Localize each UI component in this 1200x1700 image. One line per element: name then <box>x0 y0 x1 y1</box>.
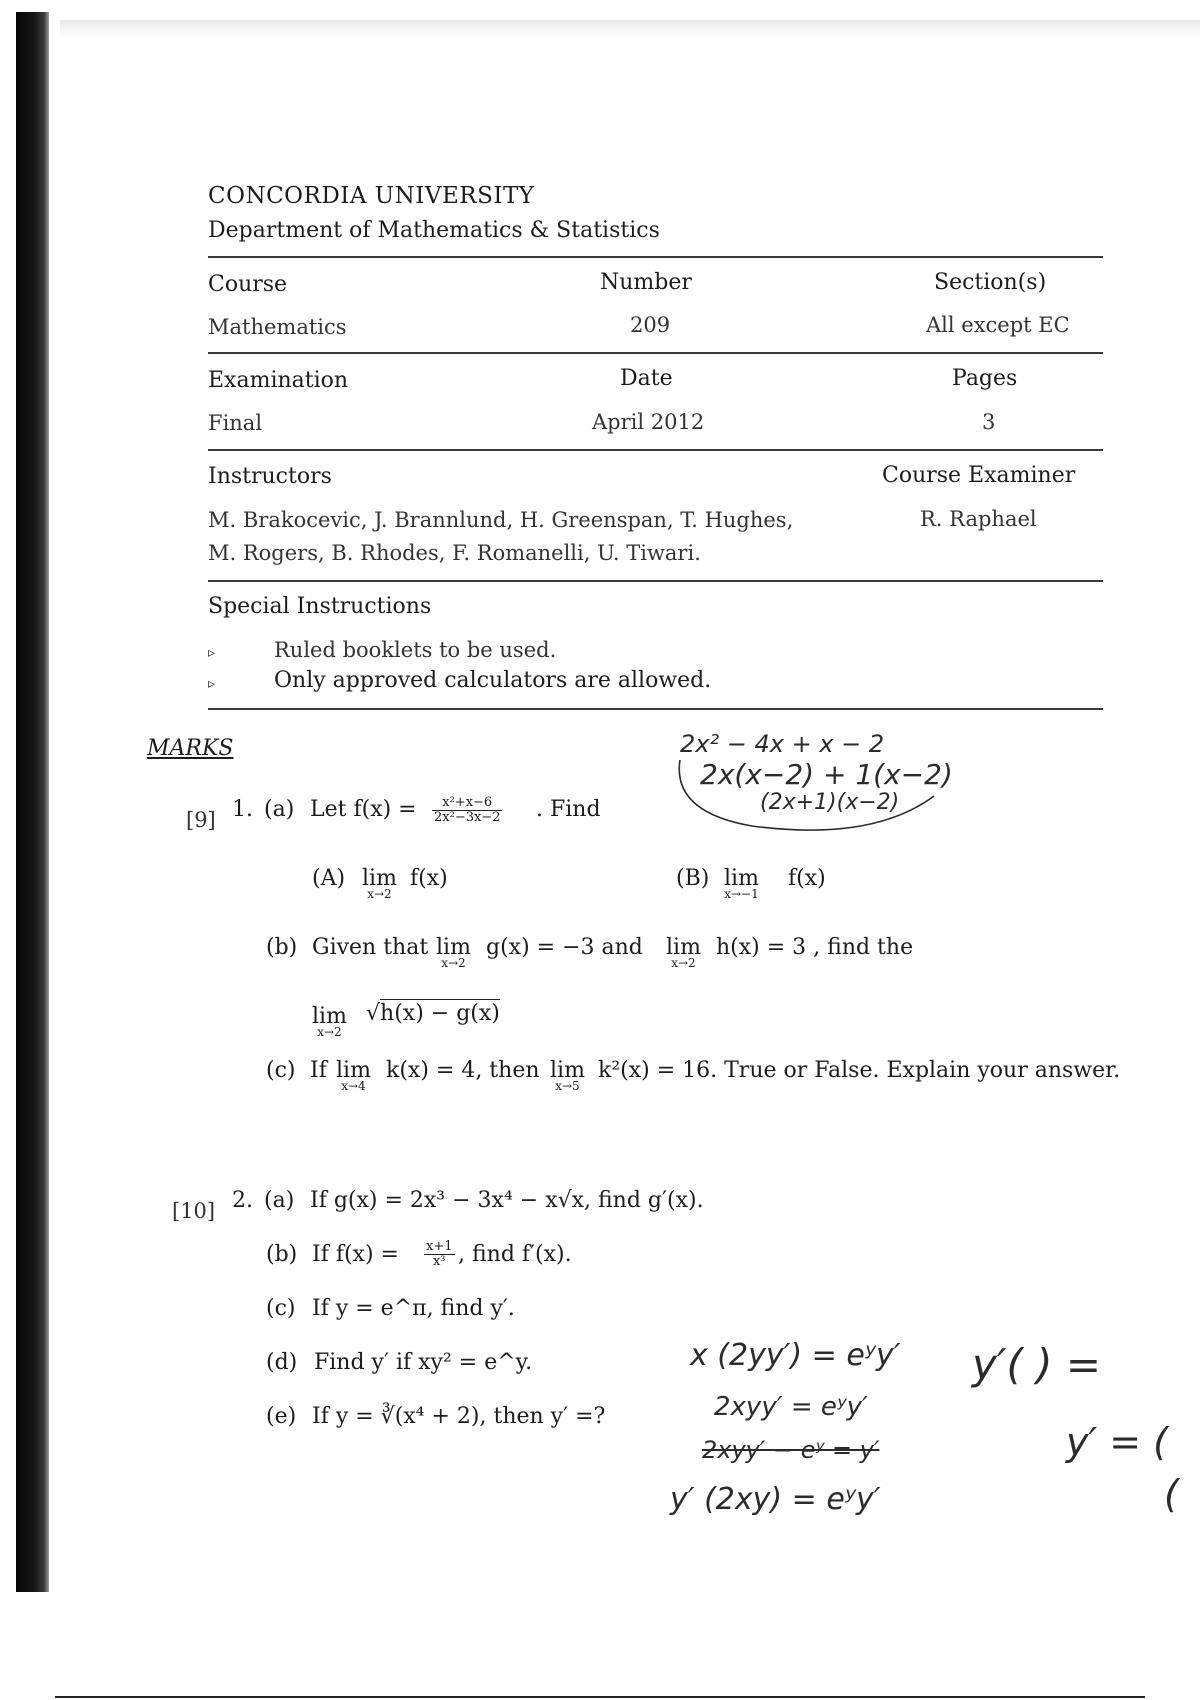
q2b-label: (b) <box>266 1242 298 1267</box>
q1a-B-limit <box>724 866 759 901</box>
q1b-given: Given that <box>312 935 429 960</box>
lim-subscript: x→2 <box>671 956 696 970</box>
handwritten-deriv-4: y′ (2xy) = eʸy′ <box>670 1482 881 1517</box>
q1b-sqrt-expr <box>366 1001 500 1026</box>
handwritten-side-3: ( <box>1164 1472 1179 1516</box>
q1c-expr-1: k(x) = 4, then <box>386 1058 540 1083</box>
lim-subscript: x→−1 <box>724 887 759 901</box>
q1b-limit-1 <box>436 935 471 970</box>
handwritten-factor-1: 2x² − 4x + x − 2 <box>680 730 885 758</box>
sections-value: All except EC <box>926 313 1070 337</box>
sqrt-icon: √ <box>366 1001 381 1026</box>
q1c-label: (c) <box>266 1058 296 1083</box>
q1b-expr-2: h(x) = 3 , find the <box>716 935 914 960</box>
lim-word: lim <box>666 935 701 960</box>
course-header: Course <box>208 272 288 297</box>
sqrt-radicand: h(x) − g(x) <box>380 1001 500 1026</box>
university-name: CONCORDIA UNIVERSITY <box>208 183 535 209</box>
lim-subscript: x→5 <box>555 1079 580 1093</box>
q1a-label: (a) <box>264 797 295 822</box>
lim-subscript: x→2 <box>317 1025 342 1039</box>
number-header: Number <box>600 270 692 295</box>
q1a-A-limit <box>362 866 397 901</box>
q2c-label: (c) <box>266 1296 296 1321</box>
q1c-if: If <box>310 1058 327 1083</box>
q2-marks: [10] <box>172 1199 216 1223</box>
bullet-triangle-icon: ▹ <box>208 645 216 661</box>
lim-word: lim <box>436 935 471 960</box>
q2a-label: (a) <box>264 1188 295 1213</box>
q2b-fraction <box>424 1240 455 1269</box>
q2-number: 2. <box>232 1188 253 1213</box>
lim-subscript: x→2 <box>367 887 392 901</box>
scan-top-shadow <box>60 20 1200 38</box>
q2b-post: , find f′(x). <box>458 1242 572 1267</box>
q2d-text: Find y′ if xy² = e^y. <box>314 1350 533 1375</box>
examiner-value: R. Raphael <box>920 507 1037 531</box>
date-header: Date <box>620 366 673 391</box>
sections-header: Section(s) <box>934 270 1047 295</box>
handwritten-side-1: y′( ) = <box>972 1340 1102 1389</box>
q2b-fraction-numerator: x+1 <box>426 1239 453 1254</box>
instructors-header: Instructors <box>208 464 332 489</box>
q1a-B-expr: f(x) <box>788 866 826 891</box>
q1c-limit-1 <box>336 1058 371 1093</box>
q1b-label: (b) <box>266 935 298 960</box>
q1b-limit-3 <box>312 1004 347 1039</box>
q2e-text: If y = ∛(x⁴ + 2), then y′ =? <box>312 1404 606 1429</box>
instructors-line-2: M. Rogers, B. Rhodes, F. Romanelli, U. Tiwari. <box>208 541 701 565</box>
q1a-find: . Find <box>536 797 601 822</box>
q2b-fraction-denominator: x³ <box>432 1254 446 1269</box>
marks-label: MARKS <box>147 736 234 761</box>
handwritten-factor-2: 2x(x−2) + 1(x−2) <box>700 758 953 791</box>
instruction-item-1: Ruled booklets to be used. <box>274 638 557 662</box>
examiner-header: Course Examiner <box>882 463 1076 488</box>
q1c-limit-2 <box>550 1058 585 1093</box>
bullet-triangle-icon: ▹ <box>208 676 216 692</box>
q1b-expr-1: g(x) = −3 and <box>486 935 643 960</box>
q1a-fraction-numerator: x²+x−6 <box>432 796 502 811</box>
q2e-label: (e) <box>266 1404 297 1429</box>
q1a-fraction <box>432 796 502 825</box>
q1b-limit-2 <box>666 935 701 970</box>
q1a-A-label: (A) <box>312 866 346 891</box>
examination-header: Examination <box>208 368 349 393</box>
q1-marks: [9] <box>186 808 216 832</box>
number-value: 209 <box>630 313 671 337</box>
pages-value: 3 <box>982 410 996 434</box>
examination-value: Final <box>208 411 263 435</box>
lim-word: lim <box>550 1058 585 1083</box>
q1c-expr-2: k²(x) = 16. True or False. Explain your answer. <box>598 1058 1121 1083</box>
handwritten-deriv-1: x (2yy′) = eʸy′ <box>690 1338 901 1373</box>
instruction-item-2: Only approved calculators are allowed. <box>274 668 712 693</box>
handwritten-side-2: y′ = ( <box>1066 1420 1168 1464</box>
lim-word: lim <box>312 1004 347 1029</box>
special-instructions-title: Special Instructions <box>208 594 432 619</box>
q1a-fraction-denominator: 2x²−3x−2 <box>434 810 501 825</box>
date-value: April 2012 <box>592 410 705 434</box>
lim-word: lim <box>336 1058 371 1083</box>
table-rule-3 <box>208 449 1103 451</box>
lim-word: lim <box>362 866 397 891</box>
handwritten-circle-mark <box>672 752 942 836</box>
table-rule-top <box>208 256 1103 258</box>
handwritten-deriv-3: 2xyy′ − eʸ = y′ <box>702 1436 880 1464</box>
table-rule-2 <box>208 352 1103 354</box>
q2b-pre: If f(x) = <box>312 1242 399 1267</box>
scan-edge-shadow <box>16 12 49 1592</box>
q1-number: 1. <box>232 797 253 822</box>
q2c-text: If y = e^π, find y′. <box>312 1296 515 1321</box>
q1a-A-expr: f(x) <box>410 866 448 891</box>
table-rule-bottom <box>208 708 1103 710</box>
lim-subscript: x→4 <box>341 1079 366 1093</box>
q1a-let: Let f(x) = <box>310 797 417 822</box>
handwritten-factor-3: (2x+1)(x−2) <box>760 790 900 815</box>
pages-header: Pages <box>952 366 1018 391</box>
instructors-line-1: M. Brakocevic, J. Brannlund, H. Greenspan, T. Hughes, <box>208 508 794 532</box>
course-value: Mathematics <box>208 315 347 339</box>
q2a-text: If g(x) = 2x³ − 3x⁴ − x√x, find g′(x). <box>310 1188 704 1213</box>
department-name: Department of Mathematics & Statistics <box>208 218 660 243</box>
lim-subscript: x→2 <box>441 956 466 970</box>
lim-word: lim <box>724 866 759 891</box>
q1a-B-label: (B) <box>676 866 710 891</box>
table-rule-4 <box>208 580 1103 582</box>
handwritten-deriv-2: 2xyy′ = eʸy′ <box>714 1392 868 1422</box>
q2d-label: (d) <box>266 1350 298 1375</box>
scan-bottom-line <box>55 1696 1145 1698</box>
